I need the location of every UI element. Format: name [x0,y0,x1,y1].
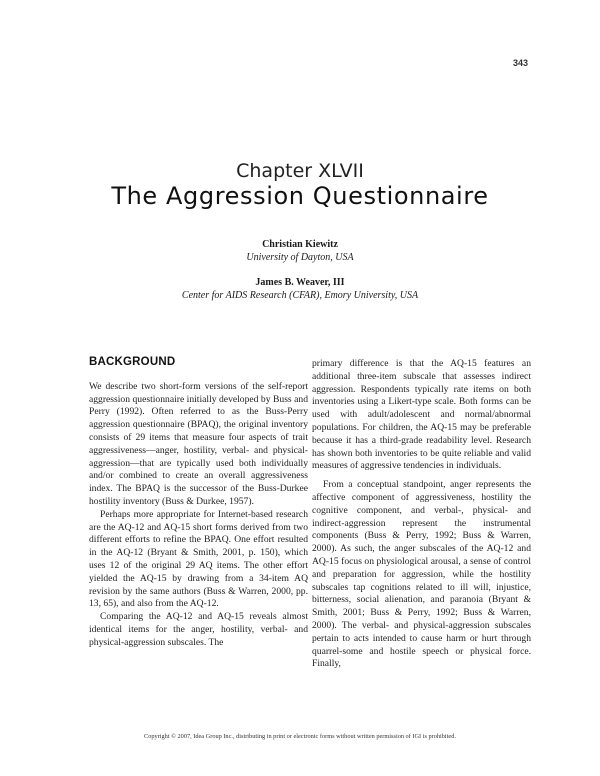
author-name: James B. Weaver, III [255,277,345,288]
paragraph: primary difference is that the AQ-15 features an additional three-item subscale that assesses indirect aggression. Respondents typically rate items on both inventories using a Likert-type scale. Both forms can be used with adult/adolescent and normal/abnormal populations. For children, the AQ-15 may be preferable because it has a third-grade readability level. Research has shown both inventories to be quite reliable and valid measures of aggressive tendencies in individuals. [312,358,531,472]
copyright-footer: Copyright © 2007, Idea Group Inc., distributing in print or electronic forms without written permission of IGI is prohibited. [144,733,456,740]
author-name: Christian Kiewitz [262,239,338,250]
author-block-2 [0,276,600,302]
chapter-label: Chapter XLVII [236,160,364,182]
author-affiliation: Center for AIDS Research (CFAR), Emory University, USA [181,290,419,301]
right-column [312,358,531,671]
section-heading: BACKGROUND [89,356,176,368]
page-number: 343 [512,58,528,68]
paragraph: Comparing the AQ-12 and AQ-15 reveals almost identical items for the anger, hostility, verbal- and physical-aggression subscales. The [89,611,308,648]
paragraph: We describe two short-form versions of the self-report aggression questionnaire initially developed by Buss and Perry (1992). Often referred to as the Buss-Perry aggression questionnaire (BPAQ), the original inventory consists of 29 items that measure four aspects of trait aggressiveness—anger, hostility, verbal- and physical-aggression—that are typically used both individually and/or combined to create an overall aggressiveness index. The BPAQ is the successor of the Buss-Durkee hostility inventory (Buss & Durkee, 1957). [89,380,308,507]
paragraph: From a conceptual standpoint, anger represents the affective component of aggressiveness, hostility the cognitive component, and verbal-, physical- and indirect-aggression represent the instrumental components (Buss & Perry, 1992; Buss & Warren, 2000). As such, the anger subscales of the AQ-12 and AQ-15 focus on physiological arousal, a sense of control and preparation for aggression, while the hostility subscales tap cognitions related to ill will, injustice, bitterness, social alienation, and paranoia (Bryant & Smith, 2001; Buss & Perry, 1992; Buss & Warren, 2000). The verbal- and physical-aggression subscales pertain to acts intended to cause harm or hurt through quarrel-some and hostile speech or physical force. Finally, [312,479,531,670]
left-column [89,352,308,650]
chapter-title: The Aggression Questionnaire [111,182,489,210]
author-block-1 [0,238,600,264]
author-affiliation: University of Dayton, USA [246,252,354,263]
paragraph: Perhaps more appropriate for Internet-based research are the AQ-12 and AQ-15 short forms derived from two different efforts to refine the BPAQ. One effort resulted in the AQ-12 (Bryant & Smith, 2001, p. 150), which uses 12 of the original 29 AQ items. The other effort yielded the AQ-15 by drawing from a 34-item AQ revision by the same authors (Buss & Warren, 2000, pp. 13, 65), and also from the AQ-12. [89,508,308,610]
